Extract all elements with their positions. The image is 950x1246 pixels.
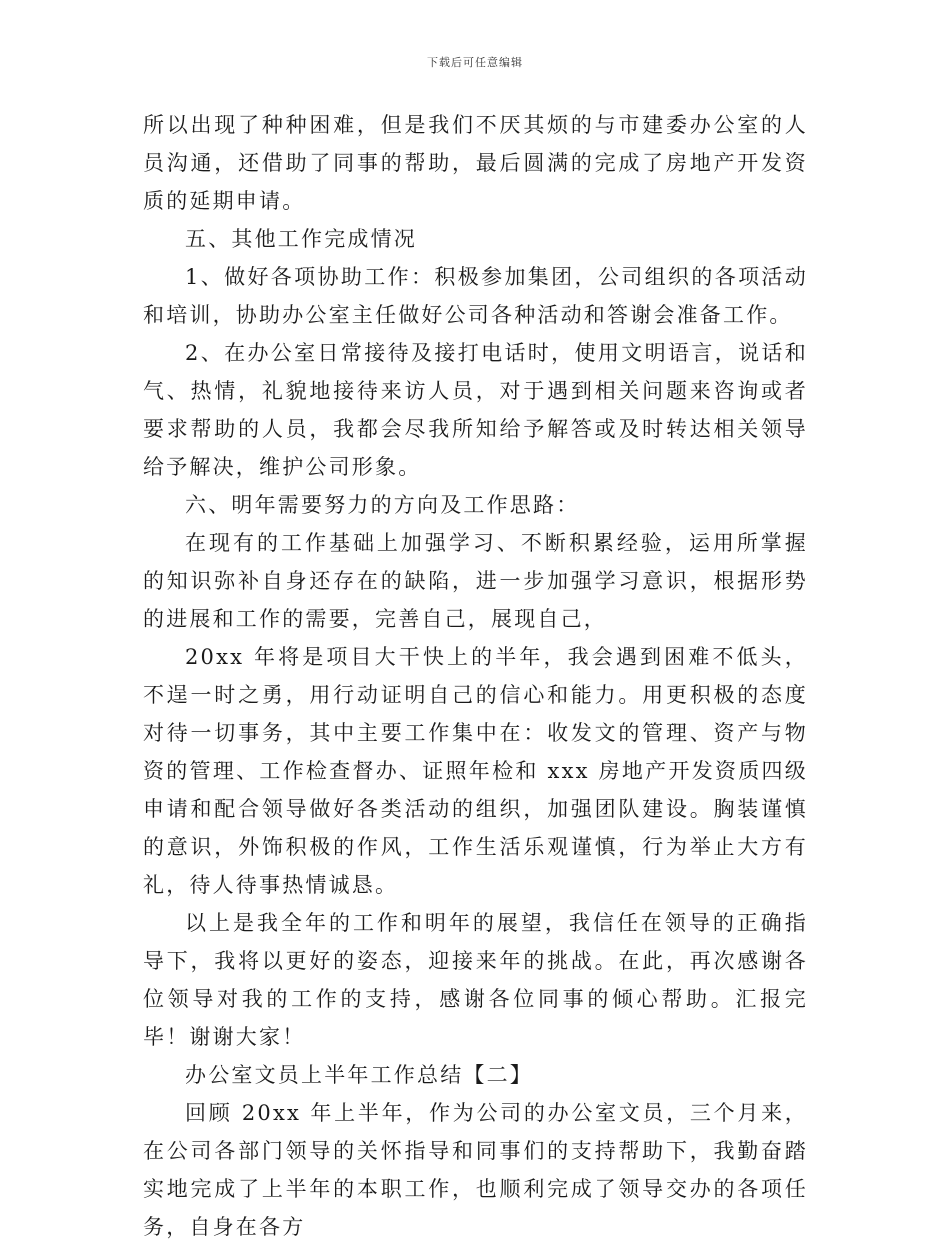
section-heading: 五、其他工作完成情况 — [185, 227, 417, 251]
page-header: 下载后可任意编辑 — [427, 56, 523, 69]
paragraph: 1、做好各项协助工作：积极参加集团，公司组织的各项活动和培训，协助办公室主任做好公司各种活动和答谢会准备工作。 — [143, 265, 808, 327]
paragraph: 20xx 年将是项目大干快上的半年，我会遇到困难不低头，不逞一时之勇，用行动证明自己的信心和能力。用更积极的态度对待一切事务，其中主要工作集中在：收发文的管理、资产与物资的管理、工作检查督办、证照年检和 xxx 房地产开发资质四级申请和配合领导做好各类活动的组织，加强团队建设。胸装谨慎的意识，外饰积极的作风，工作生活乐观谨慎，行为举止大方有礼，待人待事热情诚恳。 — [143, 645, 808, 897]
paragraph: 在现有的工作基础上加强学习、不断积累经验，运用所掌握的知识弥补自身还存在的缺陷，进一步加强学习意识，根据形势的进展和工作的需要，完善自己，展现自己， — [143, 531, 808, 631]
document-body — [143, 106, 808, 1246]
section-heading: 六、明年需要努力的方向及工作思路： — [185, 493, 580, 517]
paragraph: 以上是我全年的工作和明年的展望，我信任在领导的正确指导下，我将以更好的姿态，迎接来年的挑战。在此，再次感谢各位领导对我的工作的支持，感谢各位同事的倾心帮助。汇报完毕！谢谢大家！ — [143, 911, 808, 1049]
paragraph: 所以出现了种种困难，但是我们不厌其烦的与市建委办公室的人员沟通，还借助了同事的帮助，最后圆满的完成了房地产开发资质的延期申请。 — [143, 113, 808, 213]
paragraph: 2、在办公室日常接待及接打电话时，使用文明语言，说话和气、热情，礼貌地接待来访人员，对于遇到相关问题来咨询或者要求帮助的人员，我都会尽我所知给予解答或及时转达相关领导给予解决，维护公司形象。 — [143, 341, 808, 479]
paragraph: 回顾 20xx 年上半年，作为公司的办公室文员，三个月来，在公司各部门领导的关怀指导和同事们的支持帮助下，我勤奋踏实地完成了上半年的本职工作，也顺利完成了领导交办的各项任务，自身在各方 — [143, 1101, 808, 1239]
section-heading: 办公室文员上半年工作总结【二】 — [185, 1063, 533, 1087]
